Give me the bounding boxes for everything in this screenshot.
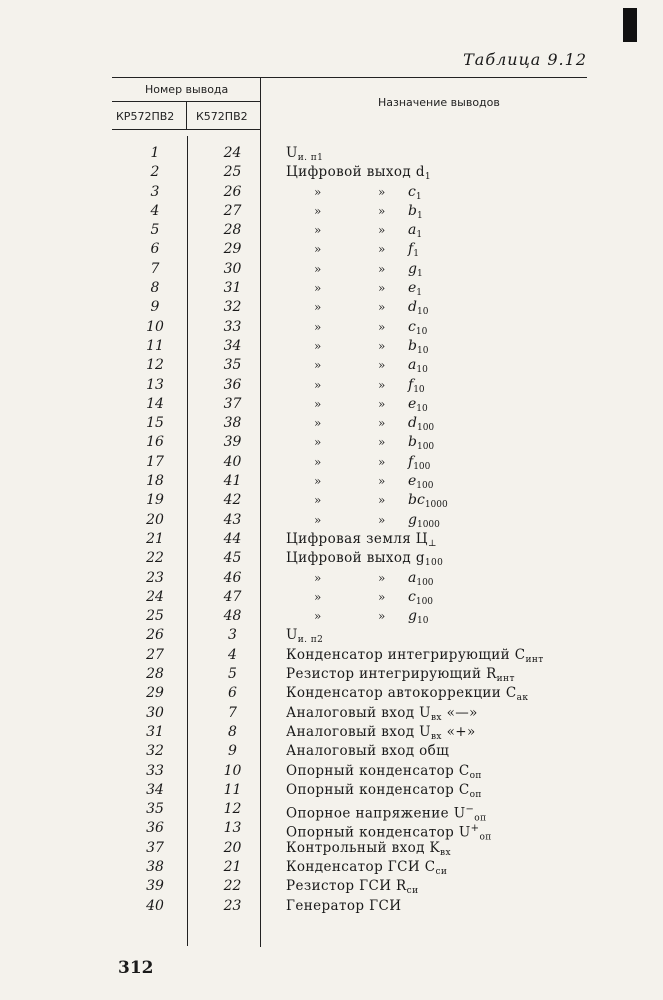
pin-k572pv2: 45 xyxy=(223,550,242,567)
table-row xyxy=(110,395,610,414)
ditto-mark: » xyxy=(314,589,322,604)
table-row xyxy=(110,279,610,298)
pin-kr572pv2: 34 xyxy=(146,781,164,798)
segment-symbol: $f_{10}$ xyxy=(408,376,425,395)
table-row xyxy=(110,800,610,824)
table-row xyxy=(110,337,610,356)
pin-k572pv2: 38 xyxy=(223,415,242,432)
pin-kr572pv2: 7 xyxy=(150,260,160,277)
pin-k572pv2: 11 xyxy=(223,781,242,798)
table-row xyxy=(110,684,610,703)
table-row xyxy=(110,530,610,549)
pin-function: $U_{и. п1}$ xyxy=(286,145,324,163)
header-top-rule xyxy=(112,77,587,78)
ditto-mark: » xyxy=(314,300,322,315)
ditto-mark: » xyxy=(314,261,322,276)
pin-function: Опорный конденсатор $C_{оп}$ xyxy=(286,762,482,781)
ditto-mark: » xyxy=(378,435,386,450)
ditto-mark: » xyxy=(378,242,386,257)
ditto-mark: » xyxy=(314,396,322,411)
pin-kr572pv2: 38 xyxy=(146,858,164,875)
segment-symbol: $c_1$ xyxy=(408,183,422,202)
header-bottom-rule xyxy=(112,129,260,130)
segment-symbol: $d_{10}$ xyxy=(408,299,429,318)
pin-k572pv2: 41 xyxy=(223,473,242,490)
pin-kr572pv2: 29 xyxy=(146,685,164,702)
pin-k572pv2: 12 xyxy=(223,801,242,818)
ditto-mark: » xyxy=(314,493,322,508)
pin-function: Цифровая земля $Ц_\perp$ xyxy=(286,530,437,549)
pin-kr572pv2: 26 xyxy=(146,627,164,644)
pin-function: Опорный конденсатор $U^+_{оп}$ xyxy=(286,823,492,843)
table-row xyxy=(110,376,610,395)
pin-kr572pv2: 2 xyxy=(150,164,160,181)
pin-kr572pv2: 8 xyxy=(150,280,160,297)
ditto-mark: » xyxy=(314,203,322,218)
pin-kr572pv2: 13 xyxy=(146,376,164,393)
table-body xyxy=(110,144,610,916)
pin-kr572pv2: 37 xyxy=(146,839,164,856)
table-row xyxy=(110,858,610,877)
table-row xyxy=(110,607,610,626)
pin-k572pv2: 31 xyxy=(223,280,242,297)
pin-k572pv2: 40 xyxy=(223,453,242,470)
segment-symbol: $g_{10}$ xyxy=(408,608,429,627)
pin-k572pv2: 32 xyxy=(223,299,242,316)
pin-function: Аналоговый вход $U_{вх}$ «—» xyxy=(286,704,478,723)
pin-kr572pv2: 10 xyxy=(146,318,164,335)
ditto-mark: » xyxy=(378,261,386,276)
pin-kr572pv2: 39 xyxy=(146,878,164,895)
segment-symbol: $f_1$ xyxy=(408,241,419,260)
ditto-mark: » xyxy=(378,223,386,238)
ditto-mark: » xyxy=(314,242,322,257)
pin-k572pv2: 22 xyxy=(223,878,242,895)
pin-function: Конденсатор ГСИ $C_{си}$ xyxy=(286,858,448,877)
segment-symbol: $a_{10}$ xyxy=(408,357,428,376)
pin-kr572pv2: 32 xyxy=(146,743,164,760)
table-row xyxy=(110,511,610,530)
pin-k572pv2: 34 xyxy=(223,337,242,354)
table-row xyxy=(110,240,610,259)
table-row xyxy=(110,704,610,723)
pin-k572pv2: 35 xyxy=(223,357,242,374)
pin-kr572pv2: 40 xyxy=(146,897,164,914)
pin-kr572pv2: 22 xyxy=(146,550,164,567)
pin-k572pv2: 7 xyxy=(228,704,237,721)
table-row xyxy=(110,453,610,472)
table-row xyxy=(110,433,610,452)
table-row xyxy=(110,260,610,279)
segment-symbol: $d_{100}$ xyxy=(408,415,435,434)
pin-k572pv2: 44 xyxy=(223,530,242,547)
pin-function: Цифровой выход $d_1$ xyxy=(286,164,431,183)
pin-kr572pv2: 6 xyxy=(150,241,160,258)
pin-k572pv2: 9 xyxy=(228,743,237,760)
ditto-mark: » xyxy=(378,454,386,469)
page-corner-mark xyxy=(623,8,637,42)
table-row xyxy=(110,318,610,337)
pin-k572pv2: 5 xyxy=(228,666,237,683)
pin-kr572pv2: 14 xyxy=(146,395,164,412)
pin-kr572pv2: 24 xyxy=(146,588,164,605)
pin-kr572pv2: 11 xyxy=(146,337,164,354)
pin-function: Аналоговый вход общ xyxy=(286,743,450,760)
header-col-divider xyxy=(186,101,187,129)
ditto-mark: » xyxy=(378,203,386,218)
ditto-mark: » xyxy=(314,338,322,353)
table-row xyxy=(110,819,610,843)
ditto-mark: » xyxy=(378,609,386,624)
ditto-mark: » xyxy=(378,589,386,604)
ditto-mark: » xyxy=(314,609,322,624)
pin-function: Резистор ГСИ $R_{си}$ xyxy=(286,878,419,897)
table-row xyxy=(110,183,610,202)
pin-kr572pv2: 21 xyxy=(146,530,164,547)
pin-function: Цифровой выход $g_{100}$ xyxy=(286,550,444,569)
pin-k572pv2: 3 xyxy=(228,627,237,644)
pin-kr572pv2: 35 xyxy=(146,801,164,818)
pin-k572pv2: 30 xyxy=(223,260,242,277)
table-row xyxy=(110,723,610,742)
segment-symbol: $e_{10}$ xyxy=(408,395,428,414)
pin-k572pv2: 47 xyxy=(223,588,242,605)
pin-function: Конденсатор автокоррекции $C_{ак}$ xyxy=(286,685,529,704)
table-row xyxy=(110,626,610,645)
pin-kr572pv2: 16 xyxy=(146,434,164,451)
ditto-mark: » xyxy=(314,454,322,469)
pin-k572pv2: 29 xyxy=(223,241,242,258)
pin-kr572pv2: 33 xyxy=(146,762,164,779)
pin-kr572pv2: 17 xyxy=(146,453,164,470)
pin-function: Аналоговый вход $U_{вх}$ «+» xyxy=(286,723,476,742)
pin-kr572pv2: 18 xyxy=(146,473,164,490)
ditto-mark: » xyxy=(314,223,322,238)
pin-k572pv2: 6 xyxy=(228,685,237,702)
pin-kr572pv2: 4 xyxy=(150,202,160,219)
segment-symbol: $c_{100}$ xyxy=(408,588,434,607)
pin-k572pv2: 13 xyxy=(223,820,242,837)
segment-symbol: $g_1$ xyxy=(408,260,423,279)
pin-function: Опорный конденсатор $C_{оп}$ xyxy=(286,781,482,800)
pin-kr572pv2: 25 xyxy=(146,608,164,625)
page-number: 312 xyxy=(118,958,154,978)
ditto-mark: » xyxy=(378,338,386,353)
table-row xyxy=(110,839,610,858)
ditto-mark: » xyxy=(378,281,386,296)
pin-kr572pv2: 9 xyxy=(150,299,160,316)
segment-symbol: $b_1$ xyxy=(408,202,423,221)
ditto-mark: » xyxy=(378,512,386,527)
table-row xyxy=(110,762,610,781)
pin-function: $U_{и. п2}$ xyxy=(286,627,324,646)
table-row xyxy=(110,356,610,375)
pin-k572pv2: 39 xyxy=(223,434,242,451)
ditto-mark: » xyxy=(378,396,386,411)
pin-k572pv2: 36 xyxy=(223,376,242,393)
pin-kr572pv2: 28 xyxy=(146,666,164,683)
table-row xyxy=(110,202,610,221)
ditto-mark: » xyxy=(314,184,322,199)
table-row xyxy=(110,877,610,896)
pin-kr572pv2: 20 xyxy=(146,511,164,528)
ditto-mark: » xyxy=(314,416,322,431)
pin-k572pv2: 33 xyxy=(223,318,242,335)
ditto-mark: » xyxy=(378,300,386,315)
pin-k572pv2: 4 xyxy=(228,646,237,663)
pin-function: Конденсатор интегрирующий $C_{инт}$ xyxy=(286,646,544,665)
pin-k572pv2: 8 xyxy=(228,723,237,740)
pin-kr572pv2: 30 xyxy=(146,704,164,721)
pin-kr572pv2: 27 xyxy=(146,646,164,663)
ditto-mark: » xyxy=(314,377,322,392)
pin-kr572pv2: 3 xyxy=(150,183,160,200)
ditto-mark: » xyxy=(314,570,322,585)
pin-k572pv2: 25 xyxy=(223,164,242,181)
segment-symbol: $g_{1000}$ xyxy=(408,511,440,530)
pin-kr572pv2: 23 xyxy=(146,569,164,586)
segment-symbol: $a_1$ xyxy=(408,222,423,241)
ditto-mark: » xyxy=(378,319,386,334)
pin-k572pv2: 48 xyxy=(223,608,242,625)
pin-function: Опорное напряжение $U^-_{оп}$ xyxy=(286,804,487,824)
pin-kr572pv2: 15 xyxy=(146,415,164,432)
table-row xyxy=(110,549,610,568)
table-row xyxy=(110,414,610,433)
table-row xyxy=(110,742,610,761)
ditto-mark: » xyxy=(314,358,322,373)
header-group-label: Номер вывода xyxy=(145,83,229,96)
ditto-mark: » xyxy=(378,493,386,508)
table-row xyxy=(110,665,610,684)
segment-symbol: $bc_{1000}$ xyxy=(408,492,448,511)
segment-symbol: $b_{10}$ xyxy=(408,337,429,356)
ditto-mark: » xyxy=(378,416,386,431)
segment-symbol: $f_{100}$ xyxy=(408,453,431,472)
table-row xyxy=(110,144,610,163)
pin-k572pv2: 24 xyxy=(223,145,242,161)
pin-kr572pv2: 19 xyxy=(146,492,164,509)
ditto-mark: » xyxy=(314,435,322,450)
segment-symbol: $e_{100}$ xyxy=(408,473,434,492)
pin-k572pv2: 37 xyxy=(223,395,242,412)
ditto-mark: » xyxy=(378,570,386,585)
table-row xyxy=(110,588,610,607)
segment-symbol: $c_{10}$ xyxy=(408,318,428,337)
pin-kr572pv2: 5 xyxy=(150,222,160,239)
pin-kr572pv2: 12 xyxy=(146,357,164,374)
pin-kr572pv2: 1 xyxy=(150,145,160,161)
pin-function: Резистор интегрирующий $R_{инт}$ xyxy=(286,666,515,685)
table-caption: Таблица 9.12 xyxy=(463,50,587,69)
ditto-mark: » xyxy=(314,474,322,489)
table-row xyxy=(110,221,610,240)
pin-k572pv2: 46 xyxy=(223,569,242,586)
table-row xyxy=(110,897,610,916)
table-row xyxy=(110,472,610,491)
ditto-mark: » xyxy=(314,512,322,527)
table-row xyxy=(110,163,610,182)
segment-symbol: $a_{100}$ xyxy=(408,569,434,588)
pin-k572pv2: 23 xyxy=(223,897,242,914)
table-row xyxy=(110,646,610,665)
pin-k572pv2: 28 xyxy=(223,222,242,239)
ditto-mark: » xyxy=(378,184,386,199)
segment-symbol: $e_1$ xyxy=(408,280,423,299)
pin-kr572pv2: 36 xyxy=(146,820,164,837)
table-row xyxy=(110,569,610,588)
ditto-mark: » xyxy=(314,281,322,296)
pin-k572pv2: 26 xyxy=(223,183,242,200)
pin-k572pv2: 10 xyxy=(223,762,242,779)
pin-k572pv2: 42 xyxy=(223,492,242,509)
ditto-mark: » xyxy=(378,358,386,373)
table-row xyxy=(110,491,610,510)
header-col2: К572ПВ2 xyxy=(196,110,248,123)
pin-k572pv2: 21 xyxy=(223,858,242,875)
table-row xyxy=(110,298,610,317)
ditto-mark: » xyxy=(314,319,322,334)
table-row xyxy=(110,781,610,800)
pin-function: Генератор ГСИ xyxy=(286,897,402,914)
pin-k572pv2: 27 xyxy=(223,202,242,219)
pin-function: Контрольный вход $K_{вх}$ xyxy=(286,839,451,858)
header-col1: КР572ПВ2 xyxy=(116,110,175,123)
pin-k572pv2: 43 xyxy=(223,511,242,528)
ditto-mark: » xyxy=(378,474,386,489)
pin-k572pv2: 20 xyxy=(223,839,242,856)
header-col3: Назначение выводов xyxy=(378,96,500,109)
segment-symbol: $b_{100}$ xyxy=(408,434,435,453)
ditto-mark: » xyxy=(378,377,386,392)
pin-kr572pv2: 31 xyxy=(146,723,164,740)
